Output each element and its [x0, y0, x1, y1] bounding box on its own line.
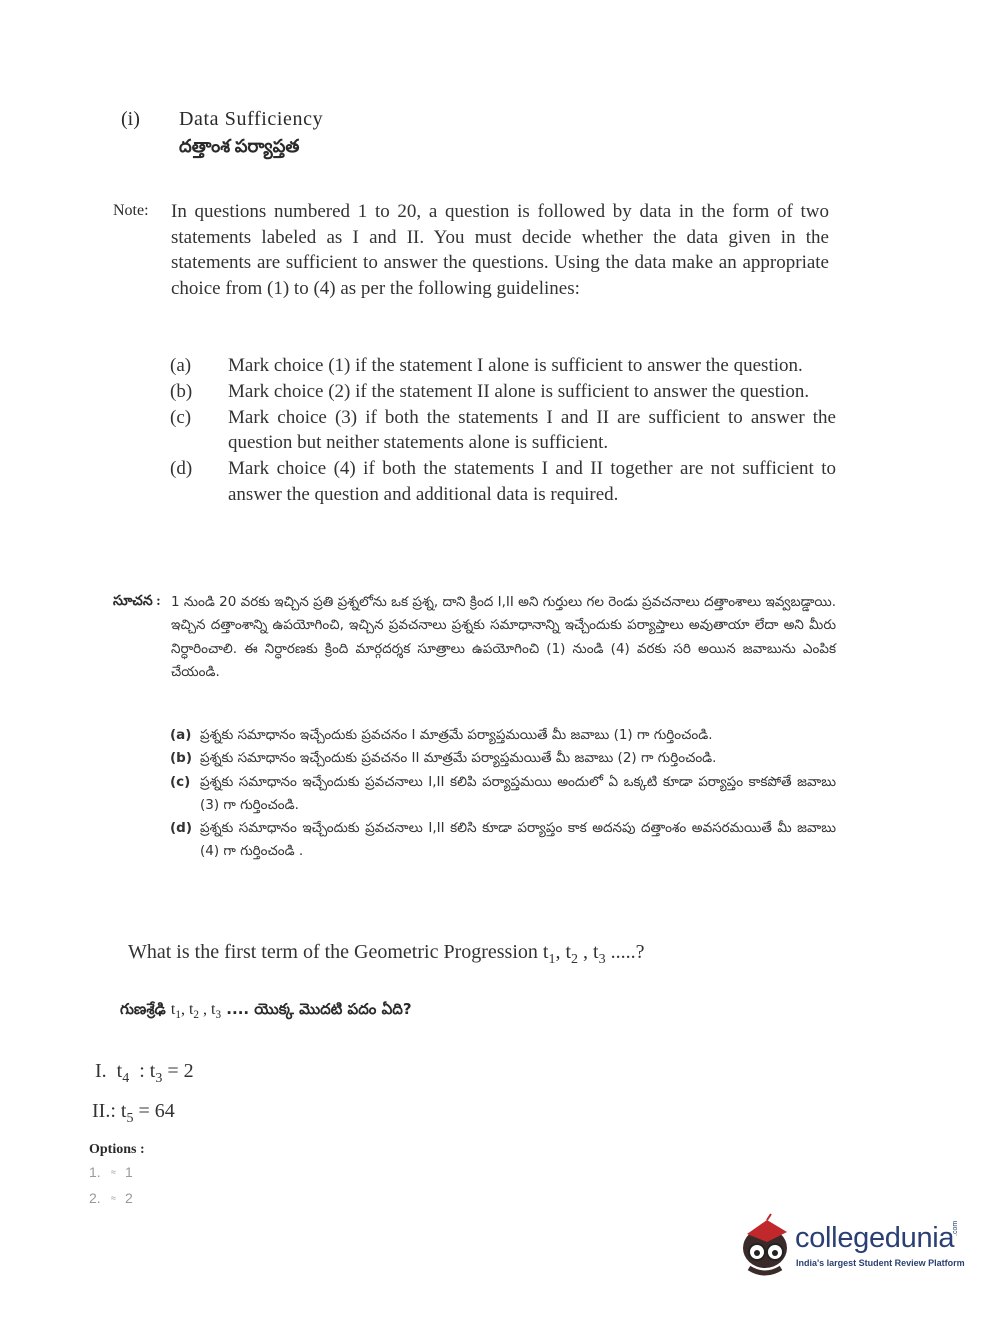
statement-1-label: I. [95, 1060, 107, 1082]
note-text: In questions numbered 1 to 20, a question is followed by data in the form of two statements labeled as I and II. You must decide whether the data given in the statements are sufficient to answer the questions. Using the data make an appropriate choice from (1) to (4) as per the following guidelines: [171, 201, 829, 299]
guideline-text: ప్రశ్నకు సమాధానం ఇచ్చేందుకు ప్రవచనం II మాత్రమే పర్యాప్తమయితే మీ జవాబు (2) గా గుర్తించండి. [200, 750, 717, 767]
guideline-marker: (c) [170, 773, 191, 790]
statement-1-rhs: = 2 [162, 1060, 194, 1082]
guideline-item-telugu [170, 724, 836, 747]
guideline-text: ప్రశ్నకు సమాధానం ఇచ్చేందుకు ప్రవచనాలు I,II కలిసి కూడా పర్యాప్తం కాక అదనపు దత్తాంశం అవసరమయితే మీ జవాబు (4) గా గుర్తించండి . [200, 820, 836, 860]
question-text-end: .....? [605, 941, 645, 963]
statement-1: I. $t_4$ : $t_3 = 2$ [95, 1060, 194, 1086]
guideline-item [170, 353, 836, 379]
section-title: Data Sufficiency [179, 108, 324, 130]
guideline-item-telugu [170, 817, 836, 864]
note-label-telugu: సూచన : [113, 594, 161, 609]
statement-2-rhs: = 64 [133, 1100, 175, 1122]
guideline-marker: (a) [170, 355, 192, 376]
guideline-marker: (c) [170, 406, 192, 428]
question-telugu-prefix: గుణశ్రేఢి [120, 1000, 166, 1018]
guidelines-list [170, 353, 836, 508]
question-text-start: What is the first term of the Geometric Progression t [128, 941, 549, 963]
option-number: 1. [89, 1164, 101, 1180]
statement-2: II.: $t_5 = 64$ [92, 1100, 175, 1126]
guideline-marker: (d) [170, 820, 193, 837]
guideline-text: ప్రశ్నకు సమాధానం ఇచ్చేందుకు ప్రవచనం I మాత్రమే పర్యాప్తమయితే మీ జవాబు (1) గా గుర్తించండి. [200, 727, 713, 743]
option-number: 2. [89, 1190, 101, 1206]
question-text-telugu: గుణశ్రేఢి $t_1$, $t_2$ , $t_3$ .... యొక్క మొదటి పదం ఏది? [120, 1000, 412, 1022]
brand-name: collegedunia [795, 1222, 955, 1254]
guideline-text: Mark choice (1) if the statement I alone is sufficient to answer the question. [228, 355, 803, 376]
option-radio-icon: ≈ [111, 1193, 116, 1203]
guideline-item [170, 379, 836, 405]
guideline-marker: (b) [170, 380, 193, 402]
statement-2-label: II. [92, 1100, 111, 1122]
option-value: 2 [125, 1190, 133, 1206]
question-text: What is the first term of the Geometric Progression $t_1$, $t_2$ , $t_3$ .....? [128, 941, 645, 967]
options-label: Options : [89, 1142, 145, 1157]
option-item[interactable] [89, 1164, 133, 1180]
brand-suffix: .com [952, 1220, 959, 1236]
section-number: (i) [121, 108, 140, 130]
note-label: Note: [113, 202, 149, 219]
brand-tagline: India's largest Student Review Platform [796, 1258, 965, 1268]
guideline-text: Mark choice (2) if the statement II alone is sufficient to answer the question. [228, 380, 810, 402]
guideline-text: Mark choice (4) if both the statements I and II together are not sufficient to answer the question and additional data is required. [228, 458, 836, 505]
guideline-text: Mark choice (3) if both the statements I and II are sufficient to answer the question but neither statements alone is sufficient. [228, 406, 836, 454]
note-text-telugu: 1 నుండి 20 వరకు ఇచ్చిన ప్రతి ప్రశ్నలోను ఒక ప్రశ్న, దాని క్రింద I,II అని గుర్తులు గల రెండు ప్రవచనాలు దత్తాంశాలు ఇవ్వబడ్డాయి. ఇచ్చిన దత్తాంశాన్ని ఉపయోగించి, ఇచ్చిన ప్రవచనాలు ప్రశ్నకు సమాధానాన్ని ఇచ్చేందుకు పర్యాప్తాలు అవుతాయా లేదా అని మీరు నిర్ధారించాలి. ఈ నిర్ధారణకు క్రింది మార్గదర్శక సూత్రాలు ఉపయోగించి (1) నుండి (4) వరకు సరి అయిన జవాబును ఎంపిక చేయండి. [171, 594, 836, 680]
option-value: 1 [125, 1164, 133, 1180]
guideline-marker: (d) [170, 458, 193, 480]
option-item[interactable] [89, 1190, 133, 1206]
guideline-marker: (b) [170, 750, 193, 767]
section-title-telugu: దత్తాంశ పర్యాప్తత [179, 136, 300, 156]
guideline-marker: (a) [170, 727, 192, 743]
guideline-item [170, 456, 836, 508]
guideline-item-telugu [170, 747, 836, 770]
question-telugu-suffix: .... యొక్క మొదటి పదం ఏది? [226, 1000, 412, 1018]
guidelines-list-telugu [170, 724, 836, 864]
guideline-item [170, 405, 836, 457]
option-radio-icon: ≈ [111, 1167, 116, 1177]
guideline-item-telugu [170, 771, 836, 818]
guideline-text: ప్రశ్నకు సమాధానం ఇచ్చేందుకు ప్రవచనాలు I,II కలిపి పర్యాప్తమయి అందులో ఏ ఒక్కటి కూడా పర్యాప్తం కాకపోతే జవాబు (3) గా గుర్తించండి. [200, 773, 836, 813]
